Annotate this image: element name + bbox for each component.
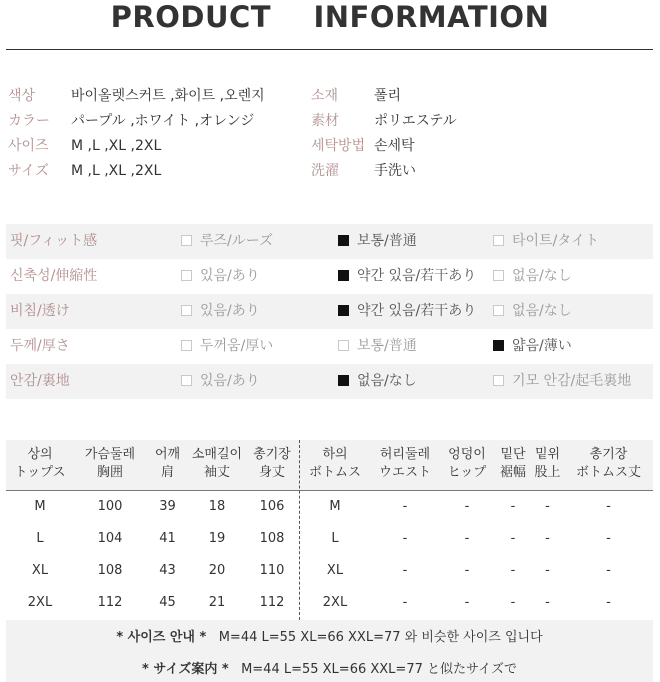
- header-line-japanese: 胸囲: [96, 465, 123, 480]
- info-row: [8, 161, 648, 186]
- info-label: 素材: [311, 113, 339, 129]
- info-value: M ,L ,XL ,2XL: [71, 163, 162, 179]
- property-option: [493, 259, 572, 294]
- table-row: [6, 491, 653, 523]
- info-value: 手洗い: [374, 163, 416, 179]
- info-value: ポリエステル: [374, 113, 457, 129]
- info-row: [8, 136, 648, 161]
- property-option: [338, 329, 417, 364]
- property-row: [6, 329, 653, 364]
- property-option-label: 없음/なし: [512, 303, 572, 319]
- table-row: [6, 555, 653, 587]
- table-cell: 112: [97, 595, 123, 610]
- header-line-japanese: ヒップ: [447, 465, 487, 480]
- table-cell: 112: [259, 595, 285, 610]
- checked-checkbox-icon: [493, 340, 504, 351]
- table-cell: XL: [31, 563, 49, 578]
- info-label: 사이즈: [8, 138, 49, 154]
- header-line-korean: 총기장: [589, 447, 628, 462]
- property-label: 비침/透け: [10, 303, 70, 319]
- table-cell: -: [402, 563, 408, 578]
- header-line-korean: 밑위: [534, 447, 561, 462]
- property-option: [338, 224, 417, 259]
- table-cell: 108: [97, 563, 123, 578]
- info-label: 세탁방법: [311, 138, 366, 154]
- property-option-label: 있음/あり: [200, 268, 260, 284]
- size-note-japanese: [6, 658, 653, 677]
- property-option-label: 기모 안감/起毛裏地: [512, 373, 632, 389]
- table-cell: 106: [259, 499, 285, 514]
- table-cell: -: [464, 563, 470, 578]
- table-cell: -: [402, 499, 408, 514]
- checked-checkbox-icon: [338, 305, 349, 316]
- size-header-cell: [531, 446, 564, 482]
- unchecked-checkbox-icon: [181, 340, 192, 351]
- unchecked-checkbox-icon: [181, 270, 192, 281]
- table-row: [6, 587, 653, 619]
- header-line-japanese: 袖丈: [203, 465, 230, 480]
- property-table: [6, 224, 653, 399]
- size-header-cell: [564, 446, 653, 482]
- note-heading: * 사이즈 안내 *: [116, 630, 207, 645]
- info-label: 색상: [8, 88, 36, 104]
- table-cell: 20: [208, 563, 226, 578]
- table-cell: 45: [159, 595, 176, 610]
- table-cell: 100: [97, 499, 123, 514]
- table-cell: 2XL: [27, 595, 53, 610]
- page-title: PRODUCT INFORMATION: [110, 0, 550, 34]
- property-option-label: 루즈/ルーズ: [200, 233, 274, 249]
- table-cell: L: [331, 531, 339, 546]
- info-value: パープル ,ホワイト ,オレンジ: [71, 113, 255, 129]
- note-text: M=44 L=55 XL=66 XXL=77 와 비슷한 사이즈 입니다: [218, 630, 543, 645]
- property-option-label: 없음/なし: [512, 268, 572, 284]
- property-label: 안감/裏地: [10, 373, 70, 389]
- table-cell: 21: [208, 595, 226, 610]
- header-line-japanese: ボトムス: [308, 465, 361, 480]
- property-option: [181, 259, 260, 294]
- table-cell: -: [606, 595, 611, 610]
- property-option-label: 보통/普通: [357, 338, 417, 354]
- header-line-korean: 엉덩이: [448, 447, 486, 462]
- unchecked-checkbox-icon: [181, 305, 192, 316]
- checked-checkbox-icon: [338, 375, 349, 386]
- property-option-label: 있음/あり: [200, 303, 260, 319]
- note-text: M=44 L=55 XL=66 XXL=77 と似たサイズで: [241, 662, 517, 677]
- header-line-japanese: 肩: [160, 465, 174, 480]
- table-cell: -: [545, 499, 550, 514]
- header-line-korean: 가슴둘레: [84, 447, 136, 462]
- table-cell: L: [36, 531, 44, 546]
- table-cell: -: [606, 499, 611, 514]
- property-label: 신축성/伸縮性: [10, 268, 98, 284]
- note-heading: * サイズ案内 *: [142, 662, 229, 677]
- table-cell: XL: [326, 563, 344, 578]
- header-line-korean: 소매길이: [191, 447, 243, 462]
- table-cell: -: [402, 595, 408, 610]
- table-cell: -: [510, 563, 516, 578]
- table-cell: -: [510, 531, 516, 546]
- property-row: [6, 294, 653, 329]
- table-cell: -: [606, 563, 611, 578]
- table-cell: 19: [208, 531, 226, 546]
- table-cell: 110: [259, 563, 285, 578]
- table-cell: M: [329, 499, 341, 514]
- property-option-label: 얇음/薄い: [512, 338, 572, 354]
- info-block: [8, 86, 648, 186]
- size-table: [6, 440, 653, 620]
- property-option: [338, 259, 476, 294]
- property-row: [6, 259, 653, 294]
- property-option: [338, 294, 476, 329]
- property-option-label: 있음/あり: [200, 373, 260, 389]
- table-cell: -: [545, 595, 550, 610]
- info-label: 洗濯: [311, 163, 339, 179]
- table-cell: 43: [159, 563, 176, 578]
- checked-checkbox-icon: [338, 270, 349, 281]
- table-cell: -: [464, 499, 470, 514]
- unchecked-checkbox-icon: [493, 305, 504, 316]
- header-line-japanese: ウエスト: [378, 465, 431, 480]
- table-cell: 108: [259, 531, 285, 546]
- unchecked-checkbox-icon: [493, 235, 504, 246]
- info-label: 소재: [311, 88, 339, 104]
- table-cell: 41: [159, 531, 176, 546]
- unchecked-checkbox-icon: [493, 375, 504, 386]
- table-cell: -: [545, 531, 550, 546]
- info-row: [8, 86, 648, 111]
- property-option-label: 두꺼움/厚い: [200, 338, 274, 354]
- header-line-japanese: ボトムス丈: [575, 465, 641, 480]
- size-notes: [6, 620, 653, 682]
- property-row: [6, 364, 653, 399]
- header-line-korean: 어깨: [154, 447, 181, 462]
- property-option: [493, 224, 599, 259]
- header-line-korean: 총기장: [253, 447, 291, 462]
- property-option: [493, 294, 572, 329]
- table-cell: 2XL: [322, 595, 348, 610]
- header-line-japanese: 股上: [534, 465, 561, 480]
- info-value: 폴리: [374, 88, 402, 104]
- table-cell: -: [464, 595, 470, 610]
- size-header-cell: [495, 446, 531, 482]
- title-divider: [6, 49, 653, 50]
- unchecked-checkbox-icon: [181, 235, 192, 246]
- property-option: [181, 364, 260, 399]
- table-cell: -: [510, 595, 516, 610]
- info-label: サイズ: [8, 163, 49, 179]
- table-cell: M: [34, 499, 46, 514]
- checked-checkbox-icon: [338, 235, 349, 246]
- info-value: 손세탁: [374, 138, 415, 154]
- property-label: 핏/フィット感: [10, 233, 98, 249]
- size-header-cell: [189, 446, 245, 482]
- header-line-japanese: 裾幅: [499, 465, 526, 480]
- property-option: [338, 364, 417, 399]
- size-header-cell: [6, 446, 74, 482]
- table-cell: -: [606, 531, 611, 546]
- property-option-label: 약간 있음/若干あり: [357, 303, 477, 319]
- header-line-korean: 허리둘레: [379, 447, 431, 462]
- unchecked-checkbox-icon: [181, 375, 192, 386]
- header-line-korean: 밑단: [500, 447, 526, 462]
- property-option: [181, 294, 260, 329]
- size-table-header: [6, 440, 653, 490]
- size-note-korean: [6, 626, 653, 645]
- table-cell: -: [402, 531, 408, 546]
- size-header-cell: [74, 446, 146, 482]
- info-label: カラー: [8, 113, 50, 129]
- info-value: 바이올렛스커트 ,화이트 ,오렌지: [71, 88, 265, 104]
- property-option-label: 타이트/タイト: [512, 233, 600, 249]
- table-cell: 104: [97, 531, 123, 546]
- property-option: [181, 329, 273, 364]
- size-header-cell: [299, 446, 371, 482]
- info-row: [8, 111, 648, 136]
- property-option: [493, 364, 631, 399]
- table-cell: -: [510, 499, 516, 514]
- size-header-cell: [439, 446, 495, 482]
- table-row: [6, 523, 653, 555]
- header-line-japanese: 身丈: [258, 465, 285, 480]
- size-header-cell: [245, 446, 299, 482]
- property-option-label: 보통/普通: [357, 233, 417, 249]
- size-header-cell: [371, 446, 439, 482]
- header-line-japanese: トップス: [14, 465, 66, 480]
- property-row: [6, 224, 653, 259]
- table-cell: -: [464, 531, 470, 546]
- unchecked-checkbox-icon: [493, 270, 504, 281]
- header-line-korean: 하의: [322, 447, 348, 462]
- table-cell: -: [545, 563, 550, 578]
- property-option-label: 없음/なし: [357, 373, 417, 389]
- unchecked-checkbox-icon: [338, 340, 349, 351]
- header-line-korean: 상의: [27, 447, 53, 462]
- property-option: [181, 224, 273, 259]
- property-label: 두께/厚さ: [10, 338, 70, 354]
- tops-bottoms-divider: [299, 440, 300, 620]
- table-cell: 18: [208, 499, 226, 514]
- table-cell: 39: [159, 499, 176, 514]
- info-value: M ,L ,XL ,2XL: [71, 138, 162, 154]
- property-option-label: 약간 있음/若干あり: [357, 268, 477, 284]
- size-header-cell: [146, 446, 189, 482]
- property-option: [493, 329, 572, 364]
